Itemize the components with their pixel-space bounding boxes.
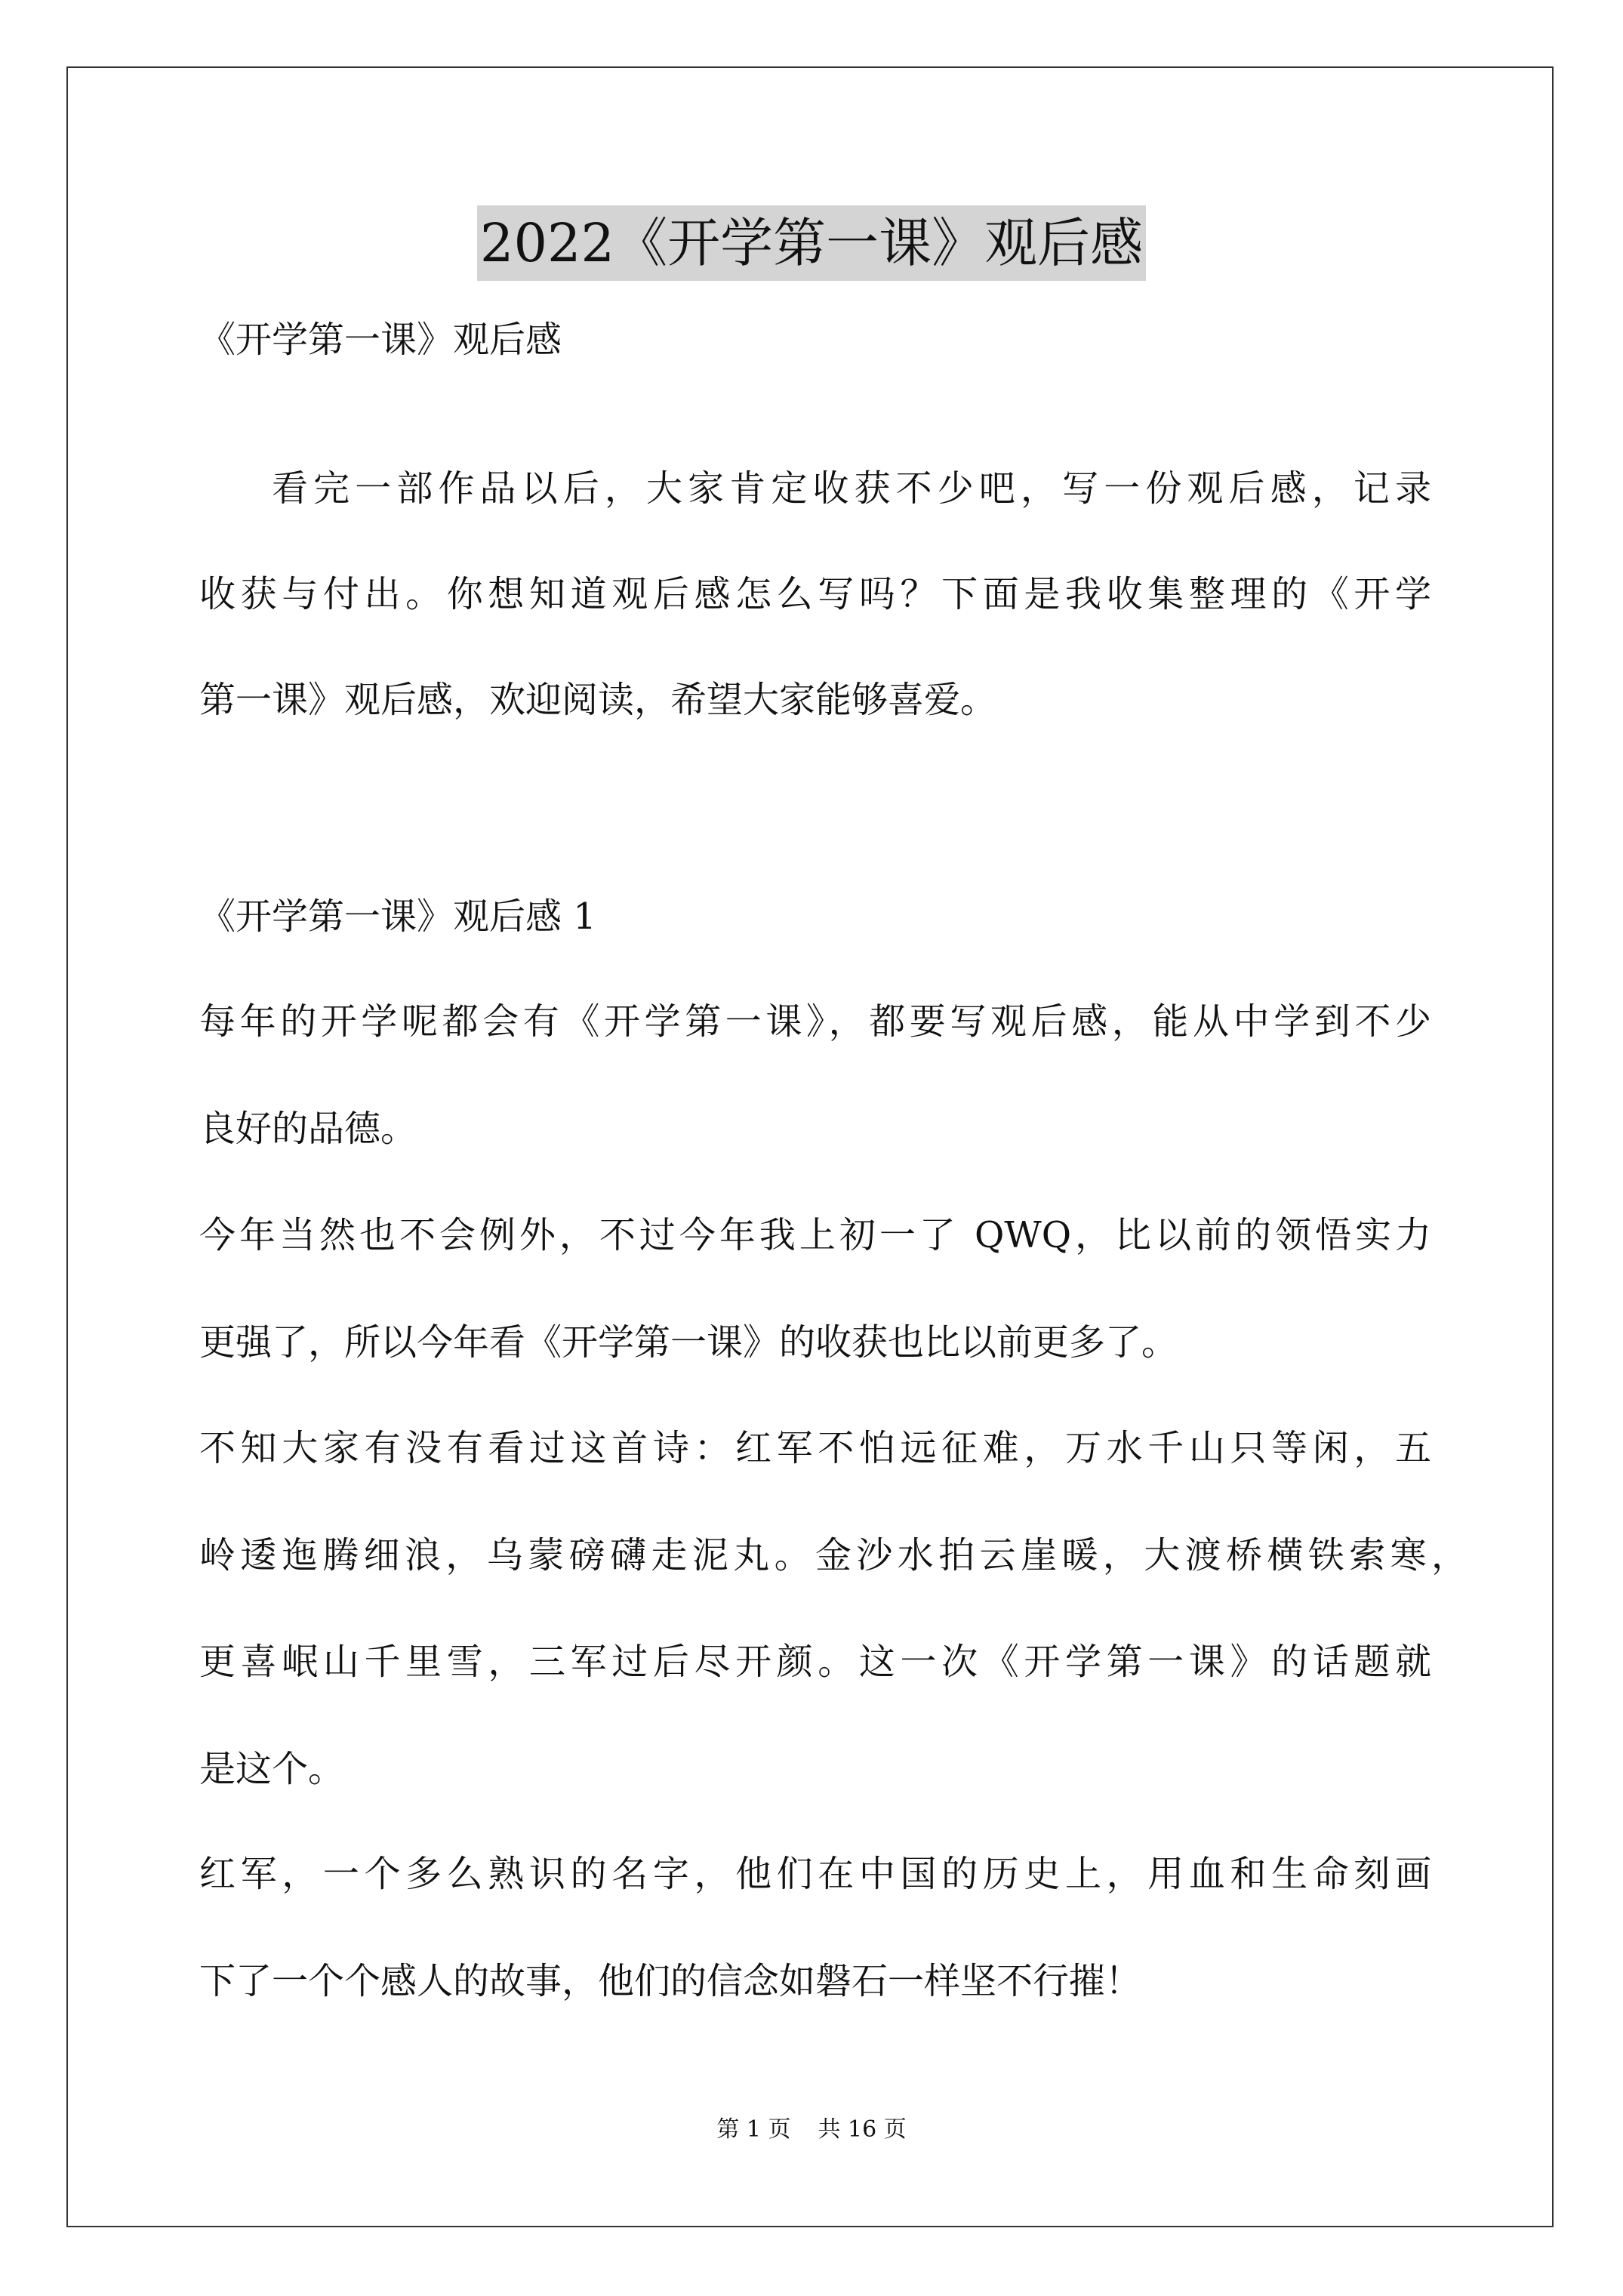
page-total: 共 16 页 [818,2116,907,2143]
paragraph-line: 良好的品德。 [199,1108,417,1150]
paragraph-line: 是这个。 [199,1748,345,1790]
document-title: 2022《开学第一课》观后感 [477,205,1146,281]
paragraph-line: 每年的开学呢都会有《开学第一课》，都要写观后感，能从中学到不少 [199,1000,1431,1043]
title-container [0,205,1623,281]
paragraph-line: 第一课》观后感，欢迎阅读，希望大家能够喜爱。 [199,679,997,721]
section-heading: 《开学第一课》观后感 [199,319,562,361]
paragraph-line: 不知大家有没有看过这首诗：红军不怕远征难，万水千山只等闲，五 [199,1427,1431,1469]
paragraph-line: 看完一部作品以后，大家肯定收获不少吧，写一份观后感，记录 [272,467,1431,510]
paragraph-line: 红军，一个多么熟识的名字，他们在中国的历史上，用血和生命刻画 [199,1853,1431,1895]
paragraph-line: 更喜岷山千里雪，三军过后尽开颜。这一次《开学第一课》的话题就 [199,1641,1431,1683]
paragraph-line: 今年当然也不会例外，不过今年我上初一了 QWQ，比以前的领悟实力 [199,1214,1431,1256]
paragraph-line: 下了一个个感人的故事，他们的信念如磐石一样坚不行摧！ [199,1960,1142,2002]
section-heading: 《开学第一课》观后感 1 [199,895,596,938]
paragraph-line: 收获与付出。你想知道观后感怎么写吗？下面是我收集整理的《开学 [199,573,1431,615]
page-number: 第 1 页 [716,2116,791,2143]
paragraph-line: 更强了，所以今年看《开学第一课》的收获也比以前更多了。 [199,1321,1178,1364]
page-footer [0,2116,1623,2143]
paragraph-line: 岭逶迤腾细浪，乌蒙磅礴走泥丸。金沙水拍云崖暖，大渡桥横铁索寒， [199,1534,1467,1576]
